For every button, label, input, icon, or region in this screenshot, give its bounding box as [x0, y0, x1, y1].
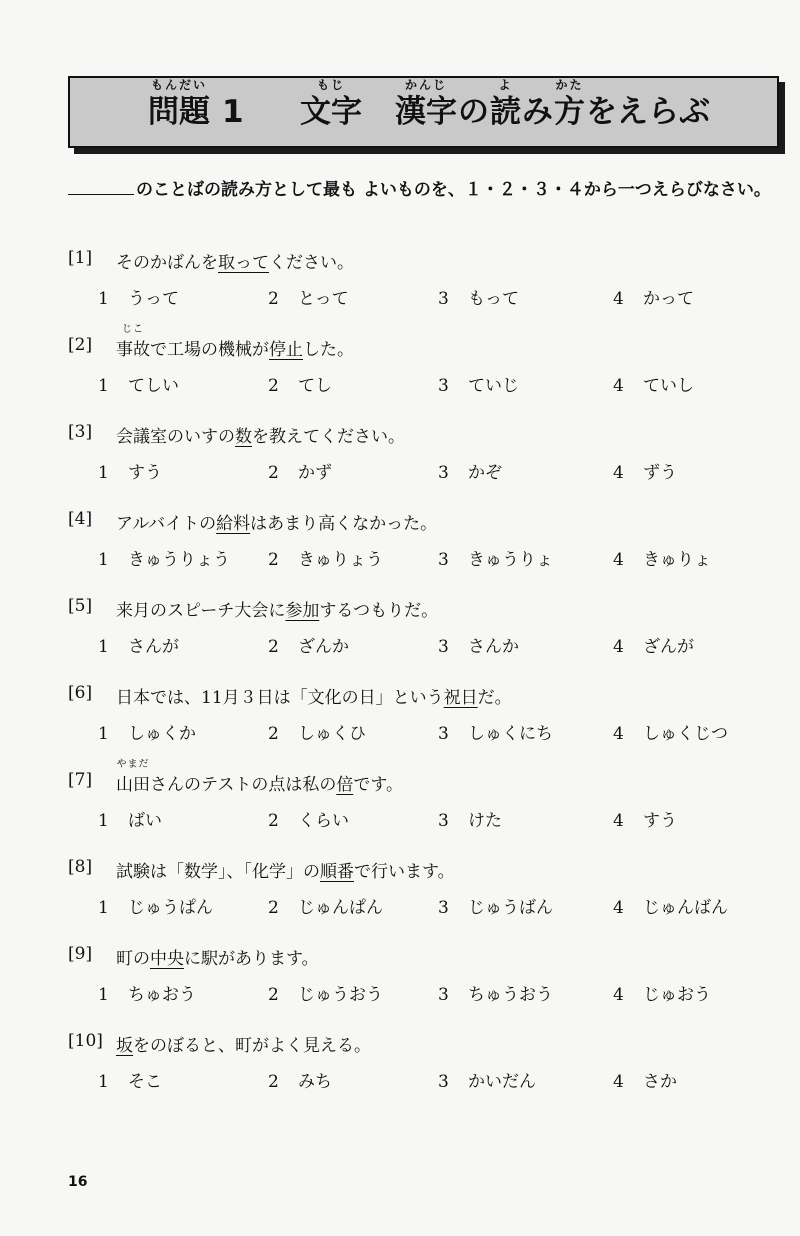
- option-number: 4: [613, 1072, 624, 1092]
- question-item: [68, 248, 768, 312]
- answer-options: [68, 806, 768, 834]
- option-text: しゅくひ: [298, 724, 366, 744]
- question-text: [116, 596, 438, 621]
- title-erabu: をえらぶ: [586, 94, 710, 130]
- option-text: すう: [643, 811, 677, 831]
- answer-option[interactable]: [613, 371, 694, 396]
- sentence-before: 来月のスピーチ大会に: [116, 601, 286, 621]
- option-text: ちゅおう: [128, 985, 196, 1005]
- answer-option[interactable]: [438, 980, 553, 1005]
- answer-option[interactable]: [268, 893, 383, 918]
- sentence-after: だ。: [477, 688, 512, 708]
- question-sentence: [68, 509, 768, 537]
- option-number: 3: [438, 985, 449, 1005]
- option-number: 1: [98, 376, 109, 396]
- furigana-word: [116, 324, 150, 360]
- furigana: じこ: [122, 324, 144, 335]
- question-sentence: [68, 759, 768, 798]
- option-text: しゅくじつ: [643, 724, 728, 744]
- option-number: 4: [613, 289, 624, 309]
- answer-options: [68, 632, 768, 660]
- option-number: 3: [438, 637, 449, 657]
- option-number: 4: [613, 724, 624, 744]
- question-number: [2]: [68, 335, 93, 355]
- answer-options: [68, 371, 768, 399]
- answer-option[interactable]: [268, 719, 366, 744]
- answer-option[interactable]: [268, 284, 349, 309]
- option-number: 4: [613, 985, 624, 1005]
- option-text: じゅうばん: [468, 898, 553, 918]
- question-text: [116, 324, 354, 360]
- answer-option[interactable]: [268, 980, 383, 1005]
- title-no: の: [458, 94, 489, 130]
- answer-blank: [68, 178, 134, 195]
- option-text: けた: [468, 811, 502, 831]
- option-number: 3: [438, 376, 449, 396]
- sentence-after: です。: [353, 775, 403, 795]
- target-word: 倍: [336, 775, 354, 795]
- answer-option[interactable]: [268, 371, 332, 396]
- question-text: [116, 857, 455, 882]
- question-number: [9]: [68, 944, 93, 964]
- option-number: 1: [98, 289, 109, 309]
- option-number: 2: [268, 376, 279, 396]
- option-text: ずう: [643, 463, 677, 483]
- answer-option[interactable]: [438, 545, 553, 570]
- option-text: ちゅうおう: [468, 985, 553, 1005]
- option-text: しゅくか: [128, 724, 196, 744]
- answer-option[interactable]: [268, 632, 349, 657]
- answer-option[interactable]: [438, 719, 553, 744]
- answer-option[interactable]: [438, 806, 502, 831]
- option-number: 1: [98, 463, 109, 483]
- option-number: 1: [98, 811, 109, 831]
- question-number: [3]: [68, 422, 93, 442]
- option-text: すう: [128, 463, 162, 483]
- question-number: [10]: [68, 1031, 103, 1051]
- target-word: 順番: [320, 862, 354, 882]
- sentence-before: さんのテストの点は私の: [150, 775, 337, 795]
- answer-option[interactable]: [98, 1067, 162, 1092]
- option-text: てし: [298, 376, 332, 396]
- option-number: 3: [438, 289, 449, 309]
- option-number: 4: [613, 376, 624, 396]
- answer-option[interactable]: [98, 632, 179, 657]
- target-word: 参加: [285, 601, 320, 621]
- option-number: 2: [268, 463, 279, 483]
- option-number: 2: [268, 1072, 279, 1092]
- title-number: 1: [222, 94, 244, 130]
- option-number: 1: [98, 1072, 109, 1092]
- answer-option[interactable]: [98, 545, 230, 570]
- sentence-before: で工場の機械が: [150, 340, 269, 360]
- option-number: 1: [98, 637, 109, 657]
- question-text: [116, 509, 437, 534]
- answer-option[interactable]: [268, 1067, 332, 1092]
- option-text: かいだん: [468, 1072, 536, 1092]
- sentence-before: 試験は「数学」、「化学」の: [116, 862, 320, 882]
- option-number: 4: [613, 811, 624, 831]
- sentence-before: 会議室のいすの: [116, 427, 235, 447]
- option-text: てしい: [128, 376, 179, 396]
- target-word: 坂: [116, 1036, 133, 1056]
- option-number: 3: [438, 898, 449, 918]
- option-text: さんか: [468, 637, 519, 657]
- title-mondai: もんだい 問題: [148, 78, 210, 130]
- question-item: [68, 1031, 768, 1095]
- option-number: 1: [98, 724, 109, 744]
- option-number: 1: [98, 898, 109, 918]
- answer-option[interactable]: [438, 458, 502, 483]
- answer-option[interactable]: [98, 806, 162, 831]
- answer-option[interactable]: [438, 284, 519, 309]
- option-number: 4: [613, 550, 624, 570]
- target-word: 中央: [150, 949, 184, 969]
- option-text: ていし: [643, 376, 694, 396]
- question-text: [116, 422, 405, 447]
- sentence-after: するつもりだ。: [319, 601, 439, 621]
- answer-option[interactable]: [438, 371, 519, 396]
- option-number: 2: [268, 637, 279, 657]
- option-text: しゅくにち: [468, 724, 553, 744]
- question-item: [68, 324, 768, 399]
- question-text: [116, 1031, 371, 1056]
- option-text: きゅりょ: [643, 550, 711, 570]
- option-text: そこ: [128, 1072, 162, 1092]
- option-text: きゅりょう: [298, 550, 383, 570]
- option-number: 3: [438, 463, 449, 483]
- title-yomi: よ 読: [490, 78, 521, 130]
- option-text: ばい: [128, 811, 162, 831]
- question-sentence: [68, 422, 768, 450]
- answer-options: [68, 545, 768, 573]
- answer-option[interactable]: [98, 893, 213, 918]
- option-number: 1: [98, 985, 109, 1005]
- option-number: 3: [438, 1072, 449, 1092]
- question-number: [4]: [68, 509, 93, 529]
- answer-option[interactable]: [438, 1067, 536, 1092]
- answer-option[interactable]: [98, 458, 162, 483]
- sentence-after: に駅があります。: [184, 949, 319, 969]
- question-sentence: [68, 944, 768, 972]
- question-item: [68, 422, 768, 486]
- question-number: [7]: [68, 770, 93, 790]
- answer-option[interactable]: [438, 632, 519, 657]
- answer-option[interactable]: [613, 1067, 677, 1092]
- question-item: [68, 596, 768, 660]
- option-text: かって: [643, 289, 694, 309]
- sentence-after: を教えてください。: [252, 427, 405, 447]
- page-number: 16: [68, 1174, 88, 1190]
- question-sentence: [68, 324, 768, 363]
- option-text: ざんか: [298, 637, 349, 657]
- title-kanji: かんじ 漢字: [395, 78, 457, 130]
- answer-option[interactable]: [613, 458, 677, 483]
- sentence-before: 日本では、11月３日は「文化の日」という: [116, 688, 444, 708]
- sentence-after: で行います。: [354, 862, 455, 882]
- sentence-before: アルバイトの: [116, 514, 217, 534]
- sentence-after: はあまり高くなかった。: [250, 514, 438, 534]
- question-sentence: [68, 683, 768, 711]
- section-title-box: [68, 76, 779, 148]
- title-kata: かた 方: [554, 78, 585, 130]
- answer-options: [68, 458, 768, 486]
- option-text: もって: [468, 289, 519, 309]
- option-number: 2: [268, 724, 279, 744]
- sentence-before: 町の: [116, 949, 150, 969]
- answer-option[interactable]: [98, 371, 179, 396]
- sentence-after: ください。: [269, 253, 354, 273]
- answer-option[interactable]: [613, 980, 711, 1005]
- option-number: 3: [438, 550, 449, 570]
- option-text: かず: [298, 463, 332, 483]
- question-text: [116, 683, 512, 708]
- option-text: きゅうりょう: [128, 550, 230, 570]
- answer-option[interactable]: [613, 806, 677, 831]
- option-text: くらい: [298, 811, 349, 831]
- answer-option[interactable]: [268, 806, 349, 831]
- title-mi: み: [522, 94, 553, 130]
- answer-option[interactable]: [268, 458, 332, 483]
- question-item: [68, 944, 768, 1008]
- option-number: 3: [438, 724, 449, 744]
- option-number: 2: [268, 550, 279, 570]
- question-number: [8]: [68, 857, 93, 877]
- sentence-before: そのかばんを: [116, 253, 218, 273]
- target-word: 給料: [216, 514, 251, 534]
- answer-options: [68, 284, 768, 312]
- target-word: 祝日: [443, 688, 478, 708]
- option-text: ていじ: [468, 376, 519, 396]
- answer-option[interactable]: [98, 980, 196, 1005]
- question-text: [116, 759, 403, 795]
- option-number: 4: [613, 463, 624, 483]
- option-text: うって: [128, 289, 179, 309]
- sentence-after: した。: [303, 340, 354, 360]
- option-number: 4: [613, 637, 624, 657]
- question-sentence: [68, 596, 768, 624]
- option-text: とって: [298, 289, 349, 309]
- option-number: 2: [268, 811, 279, 831]
- target-word: 取って: [218, 253, 269, 273]
- target-word: 数: [235, 427, 252, 447]
- furigana-base: 事故: [116, 340, 150, 360]
- answer-option[interactable]: [613, 893, 728, 918]
- option-number: 2: [268, 898, 279, 918]
- question-sentence: [68, 1031, 768, 1059]
- question-item: [68, 759, 768, 834]
- option-number: 3: [438, 811, 449, 831]
- answer-option[interactable]: [613, 719, 728, 744]
- sentence-after: をのぼると、町がよく見える。: [133, 1036, 371, 1056]
- answer-option[interactable]: [98, 719, 196, 744]
- title-moji: もじ 文字: [300, 78, 362, 130]
- question-text: [116, 944, 319, 969]
- answer-option[interactable]: [613, 632, 694, 657]
- furigana-word: [116, 759, 150, 795]
- option-text: じゅうぱん: [128, 898, 213, 918]
- option-text: じゅうおう: [298, 985, 383, 1005]
- answer-option[interactable]: [268, 545, 383, 570]
- answer-options: [68, 719, 768, 747]
- furigana-base: 山田: [116, 775, 150, 795]
- furigana: やまだ: [116, 759, 150, 770]
- option-number: 4: [613, 898, 624, 918]
- option-text: じゅんばん: [643, 898, 728, 918]
- option-text: かぞ: [468, 463, 502, 483]
- question-number: [1]: [68, 248, 93, 268]
- answer-option[interactable]: [438, 893, 553, 918]
- answer-options: [68, 1067, 768, 1095]
- option-text: さんが: [128, 637, 179, 657]
- option-number: 2: [268, 985, 279, 1005]
- option-text: さか: [643, 1072, 677, 1092]
- option-text: きゅうりょ: [468, 550, 553, 570]
- target-word: 停止: [269, 340, 303, 360]
- question-sentence: [68, 248, 768, 276]
- answer-options: [68, 980, 768, 1008]
- question-number: [6]: [68, 683, 93, 703]
- option-text: ざんが: [643, 637, 694, 657]
- answer-option[interactable]: [613, 284, 694, 309]
- question-text: [116, 248, 354, 273]
- answer-option[interactable]: [98, 284, 179, 309]
- option-text: じゅおう: [643, 985, 711, 1005]
- question-number: [5]: [68, 596, 93, 616]
- answer-options: [68, 893, 768, 921]
- option-number: 1: [98, 550, 109, 570]
- question-item: [68, 509, 768, 573]
- instruction: のことばの読み方として最も よいものを、１・２・３・４から一つえらびなさい。: [68, 178, 788, 202]
- question-item: [68, 683, 768, 747]
- question-sentence: [68, 857, 768, 885]
- option-text: みち: [298, 1072, 332, 1092]
- answer-option[interactable]: [613, 545, 711, 570]
- question-item: [68, 857, 768, 921]
- option-number: 2: [268, 289, 279, 309]
- option-text: じゅんぱん: [298, 898, 383, 918]
